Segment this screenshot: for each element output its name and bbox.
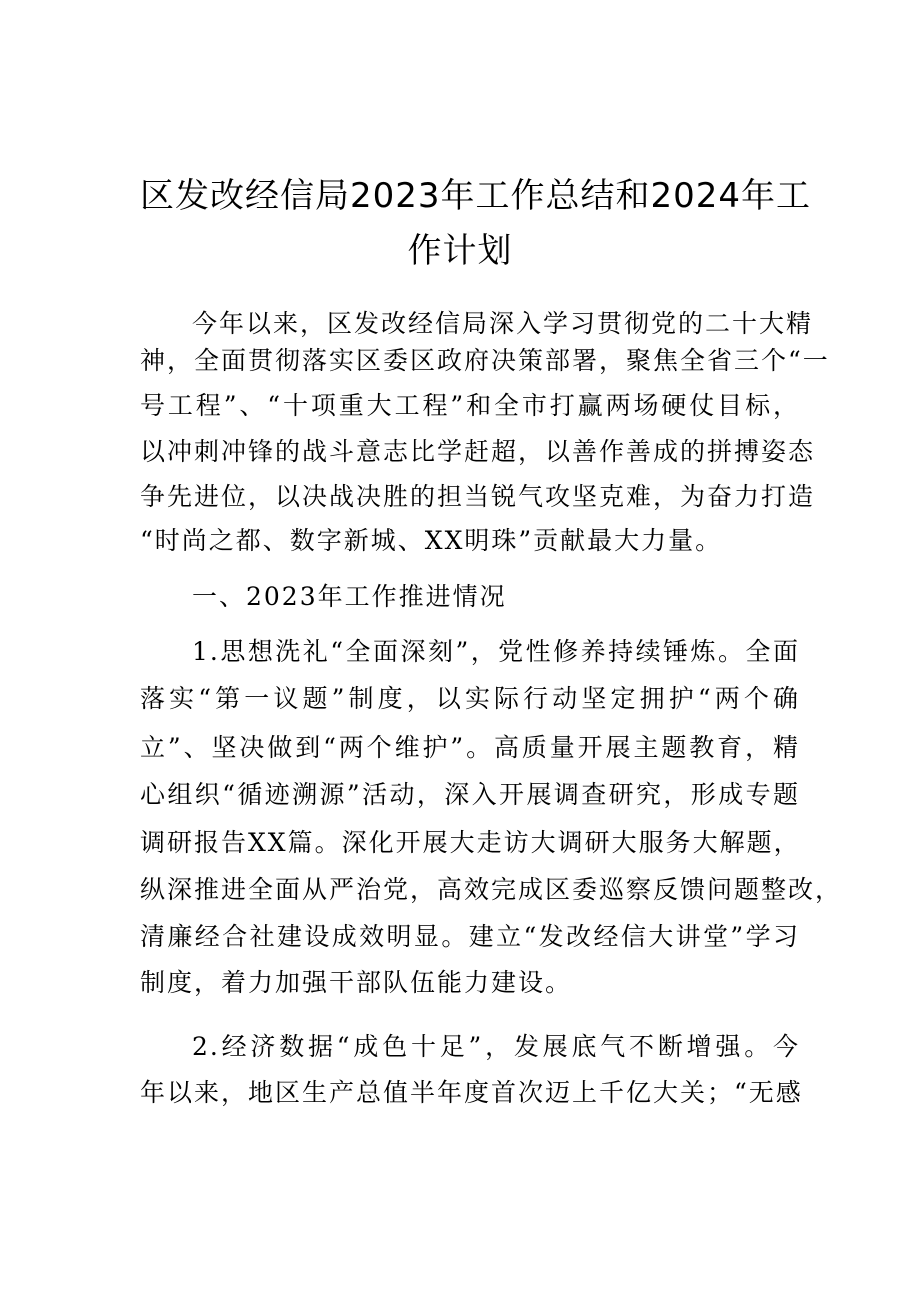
item-1-line-6: 纵深推进全面从严治党，高效完成区委巡察反馈问题整改， <box>140 875 843 904</box>
intro-line-5: 争先进位，以决战决胜的担当锐气攻坚克难，为奋力打造 <box>140 482 816 511</box>
intro-line-1: 今年以来，区发改经信局深入学习贯彻党的二十大精 <box>192 309 814 338</box>
intro-line-3: 号工程”、“十项重大工程”和全市打赢两场硬仗目标， <box>140 391 800 420</box>
item-2-line-2: 年以来，地区生产总值半年度首次迈上千亿大关；“无感 <box>140 1078 803 1107</box>
item-1-line-5: 调研报告XX篇。深化开展大走访大调研大服务大解题， <box>140 828 801 857</box>
item-1-line-7: 清廉经合社建设成效明显。建立“发改经信大讲堂”学习 <box>140 922 800 951</box>
item-1-line-2: 落实“第一议题”制度，以实际行动坚定拥护“两个确 <box>140 684 800 713</box>
document-title-line-2: 作计划 <box>407 231 513 271</box>
item-1-line-3: 立”、坚决做到“两个维护”。高质量开展主题教育，精 <box>140 733 800 762</box>
intro-line-4: 以冲刺冲锋的战斗意志比学赶超，以善作善成的拼搏姿态 <box>140 437 816 466</box>
item-1-line-1: 1.思想洗礼“全面深刻”，党性修养持续锤炼。全面 <box>192 637 800 666</box>
document-title-line-1: 区发改经信局2023年工作总结和2024年工 <box>140 176 812 216</box>
item-1-line-4: 心组织“循迹溯源”活动，深入开展调查研究，形成专题 <box>140 780 800 809</box>
intro-line-6: “时尚之都、数字新城、XX明珠”贡献最大力量。 <box>140 526 723 555</box>
section-heading: 一、2023年工作推进情况 <box>192 582 507 611</box>
intro-line-2: 神，全面贯彻落实区委区政府决策部署，聚焦全省三个“一 <box>140 346 830 375</box>
item-2-line-1: 2.经济数据“成色十足”，发展底气不断增强。今 <box>192 1032 800 1061</box>
item-1-line-8: 制度，着力加强干部队伍能力建设。 <box>140 968 573 997</box>
